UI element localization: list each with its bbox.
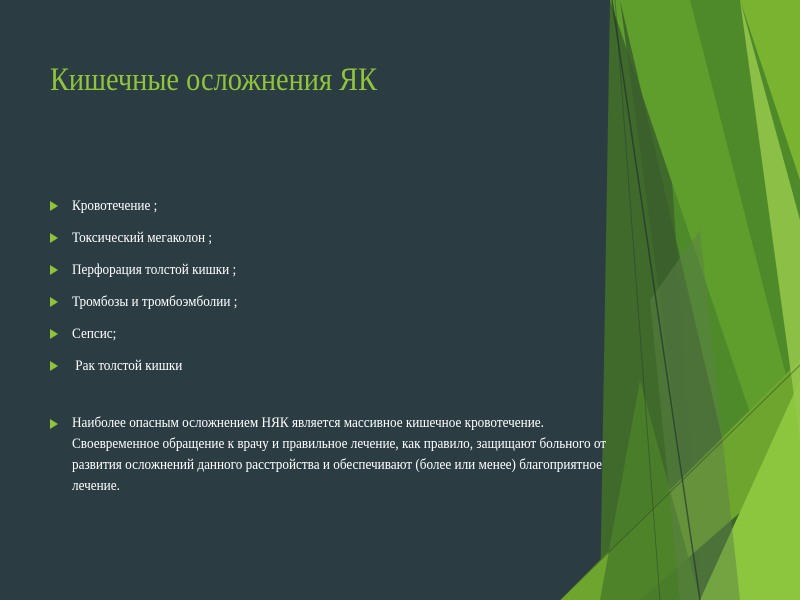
list-item-text: Тромбозы и тромбоэмболии ; bbox=[72, 294, 238, 310]
slide-title: Кишечные осложнения ЯК bbox=[50, 62, 378, 98]
list-item bbox=[50, 227, 231, 249]
summary-paragraph bbox=[50, 413, 682, 497]
paragraph-line-2: Своевременное обращение к врачу и правильное лечение, как правило, защищают больного от развития осложнений данного расстройства и обеспечивают (более или менее) благоприятное лечение. bbox=[72, 436, 607, 494]
triangle-arrow-icon bbox=[50, 233, 58, 243]
list-item bbox=[50, 259, 259, 281]
list-item bbox=[50, 355, 197, 377]
list-item bbox=[50, 323, 122, 345]
list-item-text: Кровотечение ; bbox=[72, 198, 158, 214]
triangle-arrow-icon bbox=[50, 419, 58, 429]
paragraph-text bbox=[72, 413, 609, 497]
list-item bbox=[50, 195, 169, 217]
list-item-text: Сепсис; bbox=[72, 326, 117, 342]
triangle-arrow-icon bbox=[50, 297, 58, 307]
list-item-text: Рак толстой кишки bbox=[72, 358, 183, 374]
paragraph-line-1: Наиболее опасным осложнением НЯК является массивное кишечное кровотечение. bbox=[72, 415, 544, 431]
triangle-arrow-icon bbox=[50, 201, 58, 211]
triangle-arrow-icon bbox=[50, 361, 58, 371]
list-item-text: Перфорация толстой кишки ; bbox=[72, 262, 237, 278]
list-item bbox=[50, 291, 260, 313]
triangle-arrow-icon bbox=[50, 265, 58, 275]
list-item-text: Токсический мегаколон ; bbox=[72, 230, 213, 246]
triangle-arrow-icon bbox=[50, 329, 58, 339]
